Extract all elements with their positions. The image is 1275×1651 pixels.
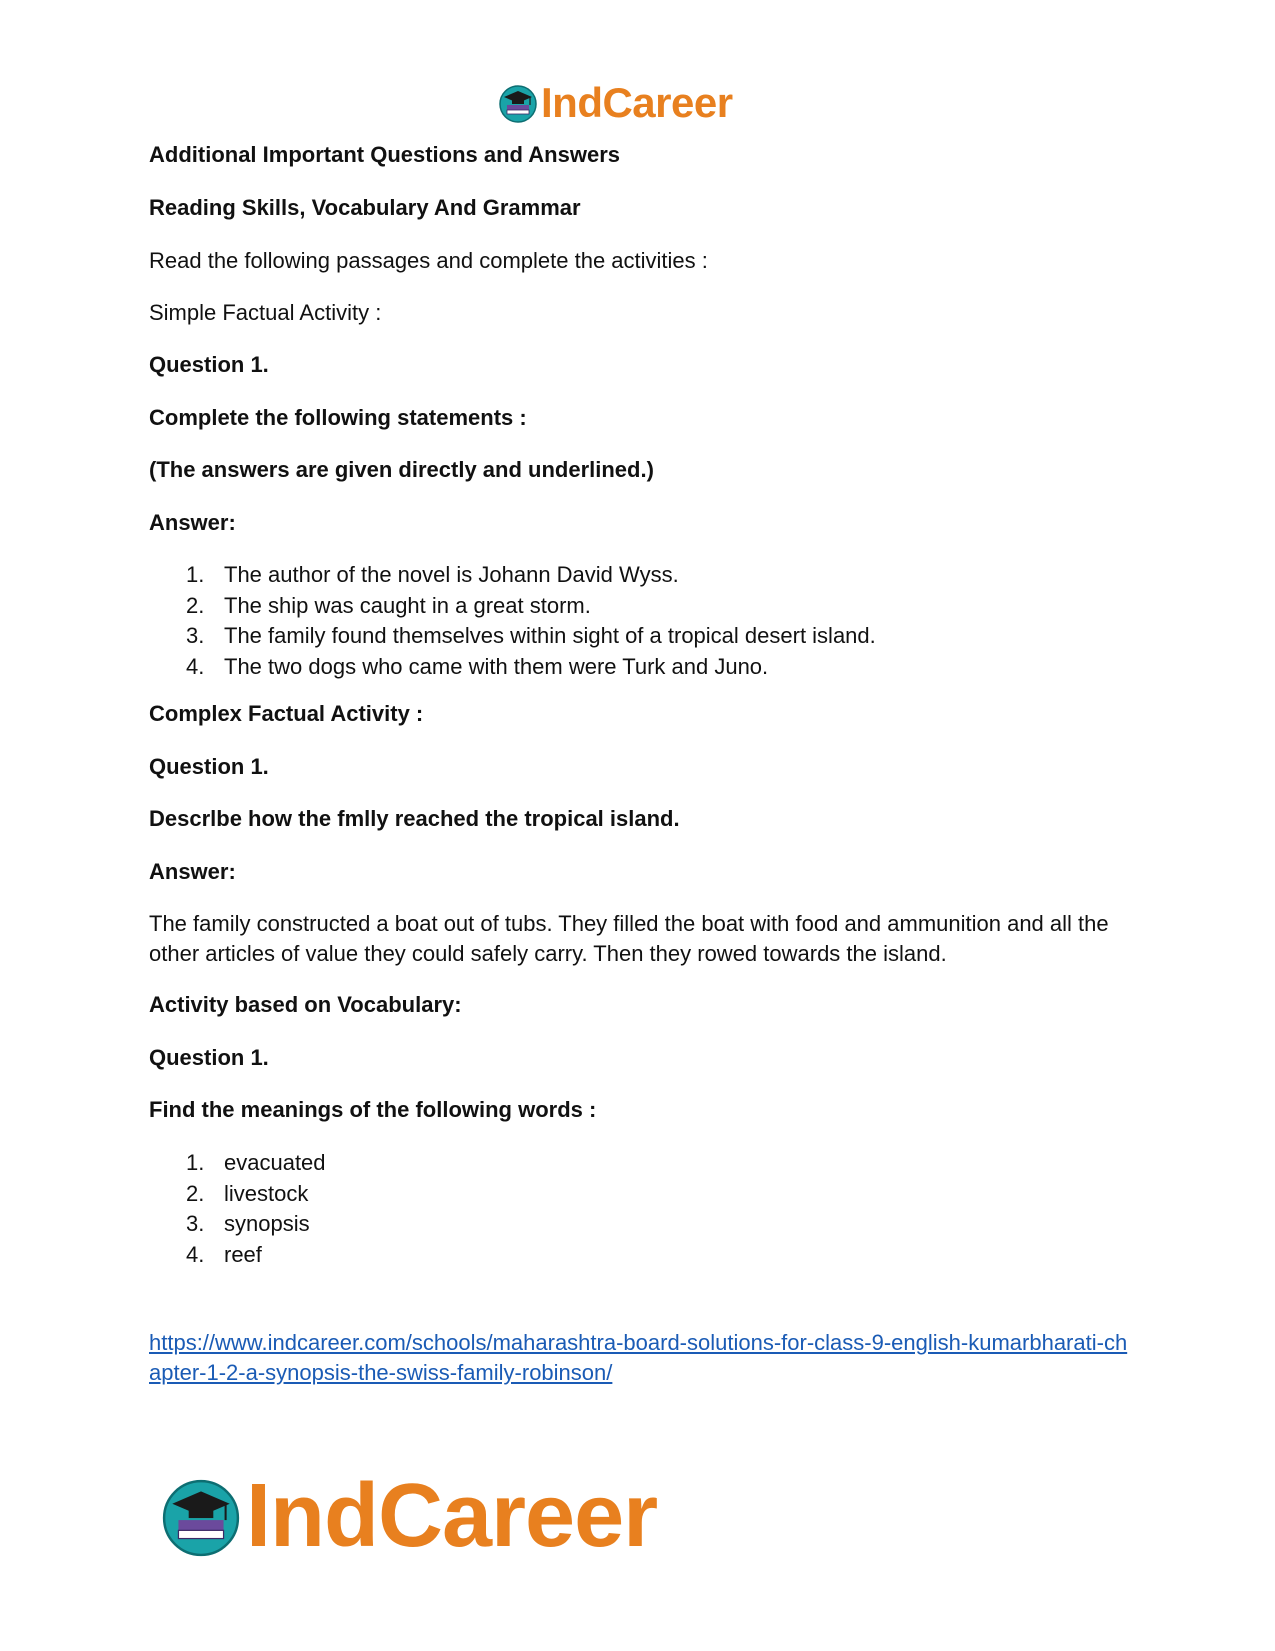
section-title: Additional Important Questions and Answers: [149, 142, 621, 167]
question-prompt: Descrlbe how the fmlly reached the tropical island.: [149, 806, 680, 831]
question-label: Question 1.: [149, 352, 269, 377]
list-item: 1. evacuated: [186, 1150, 326, 1175]
list-item: 2. livestock: [186, 1180, 309, 1206]
list-item: 3. synopsis: [186, 1211, 310, 1236]
source-link[interactable]: https://www.indcareer.com/schools/maharashtra-board-solutions-for-class-9-english-kumarbharati-chapter-1-2-a-synopsis-the-swiss-family-robinson/: [149, 1330, 1128, 1385]
activity-heading-complex: Complex Factual Activity :: [149, 701, 424, 726]
word-list: [149, 1148, 326, 1270]
question-label: Question 1.: [149, 754, 269, 779]
logo-text: IndCareer: [541, 79, 733, 126]
question-prompt: Find the meanings of the following words :: [149, 1097, 597, 1122]
answer-label: Answer:: [149, 510, 236, 535]
graduation-cap-book-icon: [498, 83, 538, 123]
footer-logo: [160, 1468, 657, 1564]
list-item: 4. The two dogs who came with them were Turk and Juno.: [186, 653, 769, 679]
answer-list: [149, 560, 876, 682]
activity-heading-vocabulary: Activity based on Vocabulary:: [149, 992, 462, 1017]
list-item: 2. The ship was caught in a great storm.: [186, 592, 591, 618]
answer-paragraph: The family constructed a boat out of tubs. They filled the boat with food and ammunition and all the other articles of value they could safely carry. Then they rowed towards the island.: [149, 911, 1109, 966]
question-note: (The answers are given directly and underlined.): [149, 457, 654, 482]
list-item: 3. The family found themselves within sight of a tropical desert island.: [186, 623, 876, 648]
instruction-text: Read the following passages and complete the activities :: [149, 248, 708, 273]
activity-heading-simple: Simple Factual Activity :: [149, 300, 382, 325]
header-logo: [498, 80, 733, 126]
question-label: Question 1.: [149, 1045, 269, 1070]
logo-text: IndCareer: [246, 1466, 658, 1566]
list-item: 1. The author of the novel is Johann David Wyss.: [186, 562, 679, 587]
answer-label: Answer:: [149, 859, 236, 884]
list-item: 4. reef: [186, 1241, 262, 1267]
question-prompt: Complete the following statements :: [149, 405, 527, 430]
graduation-cap-book-icon: [160, 1475, 242, 1557]
section-subtitle: Reading Skills, Vocabulary And Grammar: [149, 195, 581, 220]
